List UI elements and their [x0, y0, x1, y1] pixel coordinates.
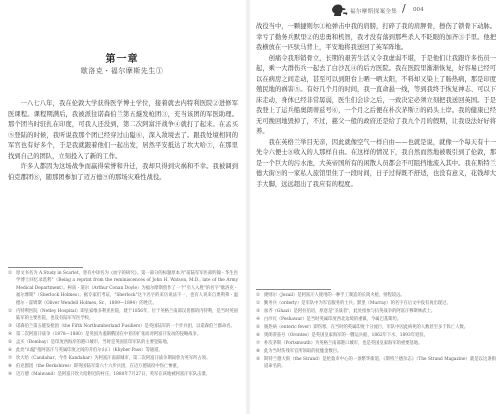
footnote-divider	[8, 267, 83, 268]
left-footnotes	[8, 270, 238, 379]
chapter-title: 第一章	[105, 54, 139, 65]
right-page	[252, 0, 500, 414]
footnote-text: 此处"山隘"指阿富汗与英属印度之间的开伯尔山口（Khyber Pass）等通道。	[16, 348, 163, 354]
footnote	[8, 371, 238, 378]
left-page	[0, 0, 244, 414]
footnote-number: ③	[256, 309, 260, 314]
footnote-text: 坎大哈（Candahar，今作 Kandahar）为阿富汗南部城市，第二次阿富汗战争期间曾为英军所占领。	[16, 356, 211, 362]
footnote	[8, 355, 238, 362]
footnote-number: ②	[8, 308, 12, 314]
paragraph: 我在英格兰举目无亲，因此就像空气一样自由——也就是说，就像一个每天有十一先令六便士⑧收入的人那样自由。在这样的情况下，我自然而然地被吸引到了伦敦，那是一个巨大的污水池，大英帝国所有的闲散人员都会不可阻挡地流入其中。我在斯特兰德大街⑨的一家私人旅馆里住了一段时间，日子过得既不舒适，也没有意义，花钱却大手大脚，远远超出了我应有的程度。	[256, 138, 496, 188]
footnote-text: 肠热病（enteric fever）即伤寒，在当时的英属印度十分流行，军队中因此病死的人数甚至多于阵亡人数。	[264, 325, 469, 330]
footnote-text: 伯克郡团（the Berkshires）即英国陆军第六十六步兵团，在迈万德战役中伤亡惨重。	[16, 364, 182, 370]
footnote	[256, 340, 496, 347]
paragraph: 许多人都因为这场战争而赢得荣誉和升迁，我却只得到灾祸和不幸。我被调到伯克郡团⑧，随那团参加了迈万德⑨的那场灾难性战役。	[8, 163, 238, 181]
footnote-text: 奥朗蒂兹号（Orontes）是英国皇家海军的一艘运兵船，1862年下水，1893年退役。	[264, 333, 428, 338]
footnote-number: ⑤	[256, 325, 260, 330]
footnote-number: ①	[256, 293, 260, 298]
footnote-number: ⑧	[8, 364, 12, 370]
page-number: 004	[413, 7, 424, 13]
footnote-text: 斯特兰德大街（the Strand）是伦敦市中心的一条繁华街道，《斯特兰德杂志》（The Strand Magazine）就是以这条街道命名的。	[264, 357, 496, 370]
footnote-text: 孟买（Bombay）是印度西海岸的港口城市，当时是英国驻印军队的主要登陆地。	[16, 340, 172, 346]
footnote	[256, 348, 496, 355]
footnote	[8, 347, 238, 354]
footnote-number: ⑨	[256, 357, 260, 362]
running-head	[252, 0, 500, 22]
footnote-text: 迈万德（Maiwand）是阿富汗坎大哈附近的村庄。1880年7月27日，英军在该地被阿富汗军队击溃。	[16, 372, 210, 378]
footnote-number: ②	[256, 301, 260, 306]
footnote-text: 捷则尔（Jezail）是阿富汗人使用的一种手工制造的长筒火枪，射程较远。	[264, 293, 405, 298]
footnote-text: 此为当时伤残军官所领取的抚恤金数目。	[264, 349, 342, 354]
book-gutter	[245, 0, 251, 414]
footnote	[8, 323, 238, 330]
footnote	[256, 292, 496, 299]
footnote	[256, 356, 496, 371]
footnote	[256, 316, 496, 323]
footnote-number: ⑥	[8, 348, 12, 354]
footnote-number: ⑥	[256, 333, 260, 338]
footnote-text: 勤务兵（orderly）是军队中为军官服务的士兵。默里（Murray）的名字在后文中没有再出现过。	[264, 301, 451, 306]
footnote-number: ⑦	[8, 356, 12, 362]
footnote-text: 加齐（Ghazi）是阿拉伯语，原意是"圣战者"，此处指参与抗英战争的阿富汗穆斯林武士。	[264, 309, 436, 314]
footnote-number: ⑧	[256, 349, 260, 354]
footnote	[8, 331, 238, 338]
header-slash: /	[402, 2, 406, 15]
footnote-number: ⑤	[8, 340, 12, 346]
footnote	[256, 300, 496, 307]
series-title: 福尔摩斯探案全集	[350, 9, 398, 15]
footnote	[8, 270, 238, 307]
paragraph: 创痛令我形销骨立，长期的艰苦生活又令我虚弱不堪，于是他们让我跟许多伤员一起，乘一大群伤兵一起去了白沙瓦④的后方医院。我在医院里渐渐恢复，好容易已经可以在病房之间走动，甚至可以到阳台上晒一晒太阳，不料却又染上了肠热病，那是印度殖民地的祸害⑤。有好几个月的时间，我一直命悬一线，等到我终于恢复神志、可以下床走动，身体已经非常孱弱，医生们会诊之后，一致决定必须立刻把我送回英国。于是我登上了运兵船奥朗蒂兹号⑥，一个月之后便在朴次茅斯⑦的码头上岸。我的健康已经无可挽回地毁掉了，不过，慈父一般的政府还是给了我九个月的假期，让我设法好好将养。	[256, 54, 496, 135]
sherlock-silhouette-icon	[328, 3, 348, 17]
footnote	[256, 308, 496, 315]
footnote-number: ③	[8, 324, 12, 330]
footnote-divider	[256, 289, 331, 290]
footnote-text: 白沙瓦（Peshawar）是当时英属印度西北边境的重镇，今属巴基斯坦。	[264, 317, 402, 322]
footnote	[8, 308, 238, 323]
footnote	[256, 332, 496, 339]
footnote-number: ⑦	[256, 341, 260, 346]
footnote	[256, 324, 496, 331]
footnote-text: 朴次茅斯（Portsmouth）为英格兰南部港口城市，也是英国皇家海军的重要基地。	[264, 341, 423, 346]
footnote	[8, 339, 238, 346]
paragraph: 战役当中，一颗捷则尔①枪弹击中我的肩膀，打碎了我的肩胛骨，擦伤了锁骨下动脉。幸亏了勤务兵默里②的忠勇和机智，我才没有落到那些杀人不眨眼的加齐③手里。他把我横放在一匹驮马背上，平安地将我送回了英军阵地。	[256, 23, 496, 51]
footnote-number: ④	[8, 332, 12, 338]
footnote-number: ④	[256, 317, 260, 322]
right-footnotes	[256, 292, 496, 371]
left-body-text	[8, 99, 238, 183]
footnote-text: 内特利医院（Netley Hospital）即皇家维多利亚医院，建于1856年，位于英格兰南部汉普郡的内特利，是当时英国陆军的主要医院，也设有陆军军医学校。	[16, 308, 238, 322]
footnote	[8, 363, 238, 370]
paragraph: 一八七八年，我在伦敦大学获得医学博士学位，接着就去内特利医院②进修军医课程。课程期满后，我被派往诺森伯兰第五燧发枪团③，充当该团的军医助理。那个团当时驻扎在印度，可我人还没到，第二次阿富汗战争④就打了起来。在孟买⑤登陆的时候，我听说我那个团已经穿过山隘⑥，深入敌境去了。跟我处境相同的军官也有好多个，于是我就跟着他们一起出发，居然平安抵达了坎大哈⑦，在那里找到自己的团队，立刻投入了新的工作。	[8, 100, 238, 160]
footnote-text: 诺森伯兰第五燧发枪团（the Fifth Northumberland Fusiliers）是英国陆军的一个步兵团，以诺森伯兰郡命名。	[16, 324, 235, 330]
footnote-number: ⑨	[8, 372, 12, 378]
footnote-number: ①	[8, 271, 12, 276]
chapter-subtitle: 歇洛克・福尔摩斯先生①	[80, 67, 164, 75]
footnote-text: 原文书名为 A Study in Scarlet，曾有中译名为《血字的研究》。第一部分的标题原本为"前陆军军医部约翰・华生医学博士回忆录选粹"（Being a reprint from the reminiscences of John H. Watson, M.D., late of the Army Medical Department）。柯南・道尔（Arthur Conan Doyle）为福尔摩斯创作了一个"引人入胜"的名字"歇洛克・福尔摩斯"（Sherlock Holmes）。据专家们考证，"Sherlock"这个名字的来历说法不一，也有人说来自奥利弗・温德尔・霍姆斯（Oliver Wendell Holmes, Sr.，1809—1894）的姓氏。	[16, 271, 238, 306]
footnote-text: 第二次阿富汗战争（1878—1880）是英国为遏制俄国在中亚的扩张而对阿富汗发动的侵略战争。	[16, 332, 202, 338]
right-body-text	[256, 22, 496, 190]
